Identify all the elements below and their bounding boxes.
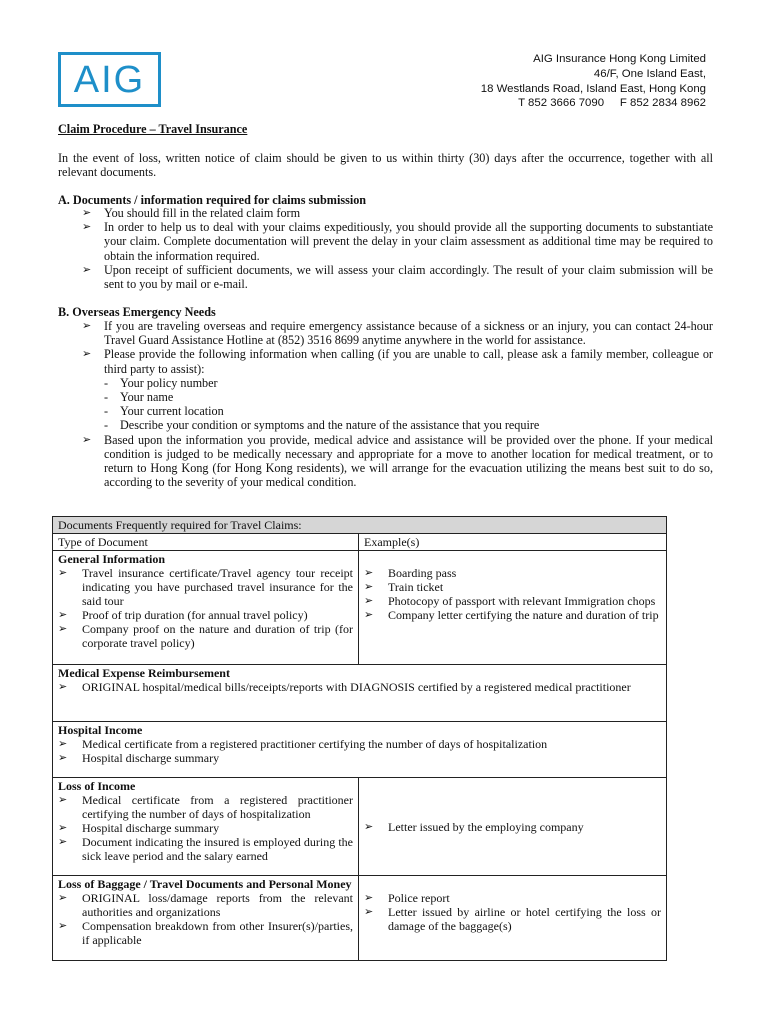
arrow-bullet-icon: ➢: [58, 609, 68, 621]
column-header-examples: Example(s): [359, 534, 667, 551]
column-header-document: Type of Document: [53, 534, 359, 551]
table-row: [53, 778, 667, 876]
arrow-bullet-icon: ➢: [58, 892, 68, 904]
documents-table: [52, 516, 667, 961]
list-item: - Your policy number: [104, 375, 218, 390]
list-item: ➢ In order to help us to deal with your claims expeditiously, you should provide all the supporting documents to substantiate your claim. Complete documentation will prevent the delay in your claim assessment as additional time may be required to obtain the information required.: [82, 220, 713, 263]
hospital-income-cell: [53, 722, 667, 778]
arrow-bullet-icon: ➢: [364, 609, 374, 621]
arrow-bullet-icon: ➢: [364, 906, 374, 918]
arrow-bullet-icon: ➢: [58, 752, 68, 764]
loss-of-baggage-cell: [53, 876, 359, 961]
arrow-bullet-icon: ➢: [58, 738, 68, 750]
list-item: - Describe your condition or symptoms and the nature of the assistance that you require: [104, 418, 540, 433]
list-item: ➢ Letter issued by the employing company: [364, 819, 584, 834]
arrow-bullet-icon: ➢: [82, 207, 92, 219]
table-row: [53, 551, 667, 665]
category-heading: Loss of Baggage / Travel Documents and Personal Money: [58, 877, 352, 891]
list-item: ➢ Medical certificate from a registered practitioner certifying the number of days of hospitalization: [58, 737, 548, 751]
loss-of-baggage-examples-cell: [359, 876, 667, 961]
list-item: ➢ You should fill in the related claim form: [82, 206, 301, 220]
arrow-bullet-icon: ➢: [364, 595, 374, 607]
list-item: ➢ ORIGINAL loss/damage reports from the relevant authorities and organizations: [58, 891, 353, 919]
list-item: ➢ Compensation breakdown from other Insurer(s)/parties, if applicable: [58, 919, 353, 947]
list-item: ➢ Hospital discharge summary: [58, 751, 220, 765]
company-address: [376, 52, 706, 111]
arrow-bullet-icon: ➢: [82, 348, 92, 361]
address-line: 46/F, One Island East,: [593, 67, 706, 80]
loss-of-income-cell: [53, 778, 359, 876]
list-item: ➢ If you are traveling overseas and require emergency assistance because of a sickness or an injury, you can contact 24-hour Travel Guard Assistance Hotline at (852) 3516 8699 anytime anywhere in the world for assistance.: [82, 319, 713, 348]
section-a-heading: A. Documents / information required for claims submission: [58, 193, 367, 207]
arrow-bullet-icon: ➢: [58, 567, 68, 579]
arrow-bullet-icon: ➢: [364, 820, 374, 833]
category-heading: Medical Expense Reimbursement: [58, 666, 230, 680]
arrow-bullet-icon: ➢: [58, 794, 68, 806]
arrow-bullet-icon: ➢: [58, 920, 68, 932]
category-heading: Hospital Income: [58, 723, 143, 737]
arrow-bullet-icon: ➢: [364, 892, 374, 904]
list-item: ➢ ORIGINAL hospital/medical bills/receipts/reports with DIAGNOSIS certified by a registered medical practitioner: [58, 680, 631, 694]
general-info-cell: [53, 551, 359, 665]
list-item: ➢ Upon receipt of sufficient documents, we will assess your claim accordingly. The result of your claim submission will be sent to you by mail or e-mail.: [82, 262, 713, 292]
aig-logo: AIG: [58, 52, 161, 107]
list-item: - Your current location: [104, 404, 224, 419]
table-row: [53, 665, 667, 722]
category-heading: General Information: [58, 552, 165, 566]
arrow-bullet-icon: ➢: [82, 433, 92, 446]
arrow-bullet-icon: ➢: [58, 681, 68, 693]
list-item: ➢ Boarding pass: [364, 566, 457, 580]
table-row: [53, 876, 667, 961]
list-item: ➢ Please provide the following information when calling (if you are unable to call, please ask a family member, colleague or third party to assist):: [82, 347, 713, 376]
caller-info-list: [82, 376, 713, 433]
list-item: ➢ Police report: [364, 891, 450, 905]
list-item: ➢ Hospital discharge summary: [58, 821, 220, 835]
section-b-heading: B. Overseas Emergency Needs: [58, 305, 216, 319]
address-line: AIG Insurance Hong Kong Limited: [533, 53, 706, 65]
address-line: T 852 3666 7090 F 852 2834 8962: [518, 97, 706, 110]
table-caption: Documents Frequently required for Travel Claims:: [53, 517, 667, 534]
arrow-bullet-icon: ➢: [82, 221, 92, 234]
general-examples-cell: [359, 551, 667, 665]
page-title: Claim Procedure – Travel Insurance: [58, 122, 248, 136]
loss-of-income-examples-cell: [359, 778, 667, 876]
list-item: ➢ Medical certificate from a registered practitioner certifying the number of days of hospitalization: [58, 793, 353, 821]
list-item: ➢ Document indicating the insured is employed during the sick leave period and the salary earned: [58, 835, 353, 863]
arrow-bullet-icon: ➢: [364, 567, 374, 579]
list-item: ➢ Based upon the information you provide, medical advice and assistance will be provided over the phone. If your medical condition is judged to be medically necessary and appropriate for a move to another location for medical treatment, or to return to Hong Kong (for Hong Kong residents), we will arrange for the evacuation utilizing the means best suit to do so, according to the severity of your medical condition.: [82, 432, 713, 490]
list-item: ➢ Photocopy of passport with relevant Immigration chops: [364, 594, 656, 608]
table-row: [53, 722, 667, 778]
arrow-bullet-icon: ➢: [82, 263, 92, 276]
category-heading: Loss of Income: [58, 779, 136, 793]
list-item: ➢ Letter issued by airline or hotel certifying the loss or damage of the baggage(s): [364, 905, 662, 933]
medical-expense-cell: [53, 665, 667, 722]
list-item: ➢ Company proof on the nature and duration of trip (for corporate travel policy): [58, 622, 353, 650]
arrow-bullet-icon: ➢: [58, 623, 68, 635]
arrow-bullet-icon: ➢: [364, 581, 374, 593]
list-item: ➢ Travel insurance certificate/Travel agency tour receipt indicating you have purchased travel insurance for the said tour: [58, 566, 353, 608]
section-a-list: [82, 206, 713, 291]
list-item: ➢ Company letter certifying the nature and duration of trip: [364, 608, 659, 622]
arrow-bullet-icon: ➢: [58, 822, 68, 834]
list-item: - Your name: [104, 390, 174, 405]
address-line: 18 Westlands Road, Island East, Hong Kong: [480, 82, 706, 95]
section-b-list: [82, 319, 713, 489]
list-item: ➢ Proof of trip duration (for annual travel policy): [58, 608, 308, 622]
intro-paragraph: In the event of loss, written notice of claim should be given to us within thirty (30) days after the occurrence, together with all relevant documents.: [58, 151, 713, 180]
list-item: ➢ Train ticket: [364, 580, 444, 594]
arrow-bullet-icon: ➢: [82, 320, 92, 332]
arrow-bullet-icon: ➢: [58, 836, 68, 848]
